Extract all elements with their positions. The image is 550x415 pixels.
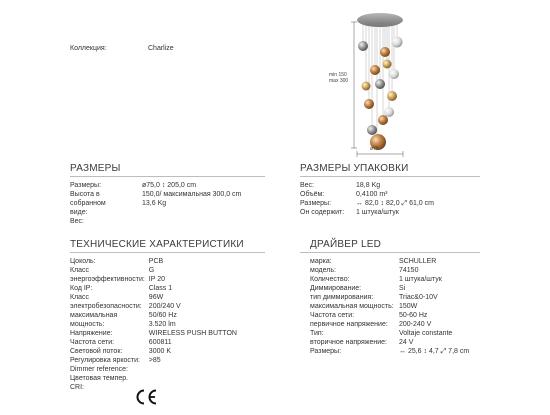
height-dimension-max: max 300 [329,78,349,84]
table-row: электробезопасности: 200/240 V [70,303,181,310]
table-row: Напряжение: WIRELESS PUSH BUTTON [70,330,237,337]
driver-table [310,257,469,356]
table-row: Частота сети: 50-60 Hz [310,312,428,319]
table-row: Световой поток: 3000 K [70,348,171,355]
table-row: вторичное напряжение: 24 V [310,339,414,346]
table-row: Он содержит: 1 штука/штук [300,209,399,216]
table-row: Размеры: ø75,0 ↕ 205,0 cm [70,182,197,189]
table-row: Регулировка яркости: >85 [70,357,161,364]
driver-heading: ДРАЙВЕР LED [310,239,382,250]
tech-table [70,257,237,392]
driver-divider [300,252,480,253]
table-row: Вес: [70,218,85,225]
table-row: марка: SCHULLER [310,258,437,265]
packaging-table [300,181,434,217]
dimensions-heading: РАЗМЕРЫ [70,163,121,174]
table-row: Цветовая темпер. [70,375,129,382]
dimensions-table [70,181,241,226]
table-row: Вес: 18,8 Kg [300,182,381,189]
table-row: модель: 74150 [310,267,419,274]
table-row: Класс G [70,267,155,274]
table-row: Dimmer reference: [70,366,128,373]
table-row: энергоэффективности: IP 20 [70,276,166,283]
table-row: Объём: 0,4100 m³ [300,191,388,198]
packaging-divider [300,176,480,177]
table-row: Количество: 1 штука/штук [310,276,442,283]
table-row: тип диммирования: Triac&0-10V [310,294,438,301]
tech-heading: ТЕХНИЧЕСКИЕ ХАРАКТЕРИСТИКИ [70,239,244,250]
dimensions-divider [70,176,265,177]
table-row: Размеры: ↔ 25,6 ↕ 4,7 ⤢ 7,8 cm [310,348,470,355]
collection-label: Коллекция: [70,45,107,52]
table-row: Код IP: Class 1 [70,285,173,292]
table-row: Диммирование: Si [310,285,406,292]
table-row: первичное напряжение: 200-240 V [310,321,432,328]
table-row: виде: [70,209,88,216]
table-row: мощность: 3.520 lm [70,321,176,328]
tech-divider [70,252,265,253]
table-row: Класс 96W [70,294,164,301]
ce-mark-icon [134,388,158,406]
height-dimension-min: min 150 [329,72,347,78]
table-row: CRI: [70,384,84,391]
collection-value: Charlize [148,45,174,52]
table-row: Тип: Voltaje constante [310,330,453,337]
table-row: Высота в 150,0/ максимальная 300,0 cm [70,191,242,198]
table-row: собранном 13,6 Kg [70,200,167,207]
diameter-dimension: ø75 [370,146,379,152]
table-row: Размеры: ↔ 82,0 ↕ 82,0 ⤢ 61,0 cm [300,200,434,207]
packaging-heading: РАЗМЕРЫ УПАКОВКИ [300,163,409,174]
table-row: максимальная 50/60 Hz [70,312,177,319]
table-row: Частота сети: 600811 [70,339,172,346]
table-row: Цоколь: PCB [70,258,164,265]
table-row: максимальная мощность: 150W [310,303,418,310]
